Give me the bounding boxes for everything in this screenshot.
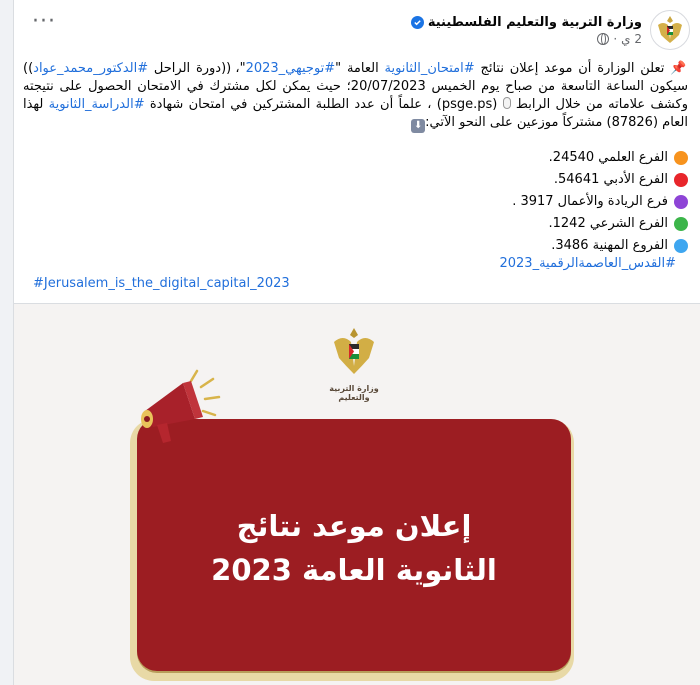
post-subline (411, 32, 642, 46)
facebook-post (13, 0, 700, 685)
verified-badge-icon (411, 16, 424, 29)
pin-icon: 📌 (670, 61, 689, 76)
megaphone-icon (129, 369, 239, 454)
orange-circle-icon (674, 151, 688, 165)
list-item (512, 213, 688, 235)
eagle-emblem-icon (655, 13, 685, 47)
hashtag-link[interactable]: #الدكتور_محمد_عواد (33, 61, 149, 76)
body-segment: )) سيكون الساعة التاسعة من صباح يوم الخميس 20/07/2023؛ حيث يمكن لكل مشترك في الامتحان الحصول على نتيجته وكشف علاماته من خلال الرابط (23, 61, 688, 112)
branch-label: الفرع الشرعي 1242. (548, 216, 668, 231)
results-link[interactable]: (psge.ps) (436, 97, 498, 112)
list-item (512, 147, 688, 169)
body-segment: "، ((دورة الراحل (148, 61, 246, 76)
globe-icon (597, 33, 609, 45)
list-item (512, 235, 688, 257)
ministry-label: وزارة التربية والتعليم (329, 384, 379, 402)
list-item (512, 191, 688, 213)
hashtag-jerusalem-en[interactable]: #Jerusalem_is_the_digital_capital_2023 (33, 276, 290, 291)
post-image[interactable] (14, 303, 700, 685)
body-segment: تعلن الوزارة أن موعد إعلان نتائج (474, 61, 665, 76)
down-arrow-icon: ⬇ (411, 119, 425, 133)
purple-circle-icon (674, 195, 688, 209)
list-item (512, 169, 688, 191)
hashtag-link[interactable]: #الدراسة_الثانوية (48, 97, 145, 112)
mouse-icon (503, 97, 511, 109)
post-body (23, 60, 688, 133)
body-segment: العامة " (335, 61, 385, 76)
body-segment: ، علماً أن عدد الطلبة المشتركين في امتحان شهادة (144, 97, 437, 112)
red-circle-icon (674, 173, 688, 187)
green-circle-icon (674, 217, 688, 231)
branch-label: الفروع المهنية 3486. (551, 238, 668, 253)
post-meta (411, 15, 642, 46)
hashtag-link[interactable]: #امتحان_الثانوية (384, 61, 475, 76)
post-header (411, 10, 690, 50)
blue-circle-icon (674, 239, 688, 253)
more-options-button[interactable]: ··· (32, 9, 56, 34)
page-avatar[interactable] (650, 10, 690, 50)
post-time[interactable]: 2 ي (621, 31, 642, 46)
branches-list (512, 147, 688, 257)
page-name-link[interactable]: وزارة التربية والتعليم الفلسطينية (427, 14, 642, 30)
title-line-1: إعلان موعد نتائج (236, 509, 472, 543)
branch-label: الفرع العلمي 24540. (548, 150, 668, 165)
eagle-emblem-icon (331, 326, 377, 380)
page-name-row (411, 15, 642, 30)
title-line-2: الثانوية العامة 2023 (211, 553, 497, 587)
hashtag-jerusalem-ar[interactable]: #القدس_العاصمة‌الرقمية_2023 (499, 256, 676, 271)
announcement-card (137, 419, 571, 671)
announcement-title (137, 504, 571, 592)
separator: · (613, 31, 618, 46)
branch-label: فرع الريادة والأعمال 3917 . (512, 194, 668, 209)
hashtag-link[interactable]: #توجيهي_2023 (245, 61, 336, 76)
branch-label: الفرع الأدبي 54641. (553, 172, 668, 187)
body-segment: لهذا العام (87826) مشتركاً موزعين على النحو الآتي: (23, 97, 688, 130)
